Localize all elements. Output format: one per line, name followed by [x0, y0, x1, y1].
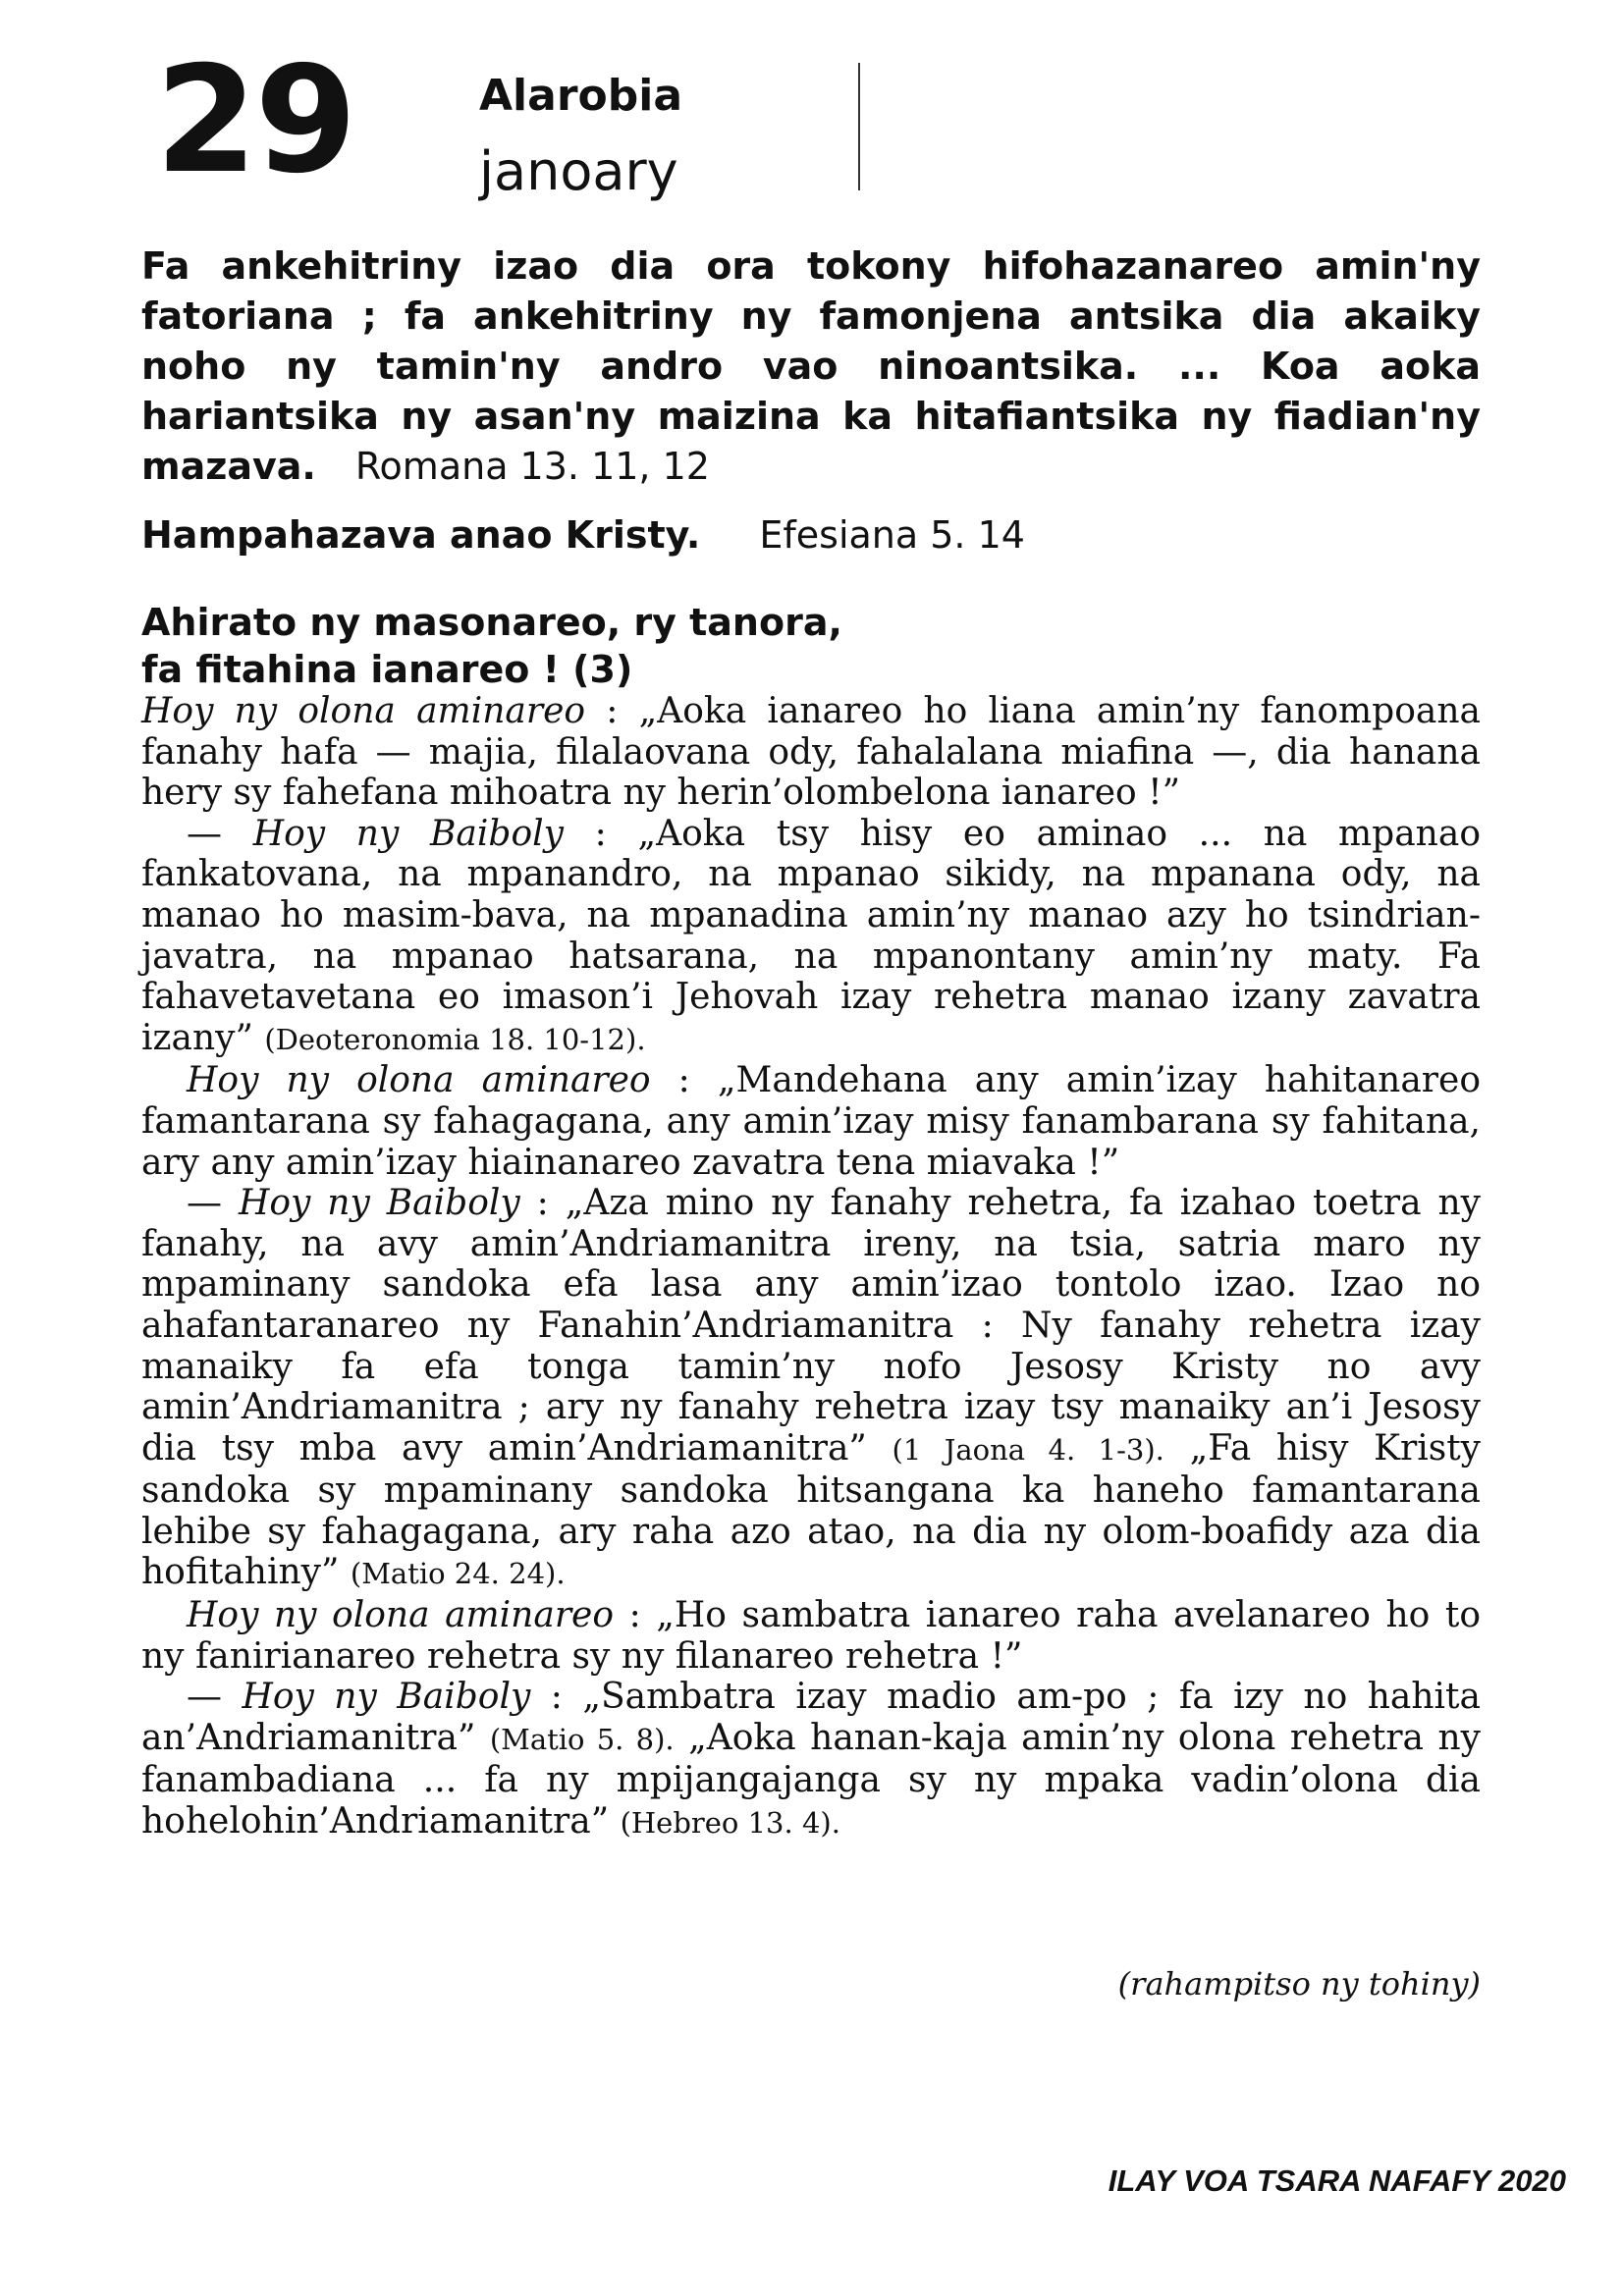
article-body — [141, 691, 1481, 1844]
header-divider — [858, 63, 860, 190]
paragraph-text: : „Aoka tsy hisy eo aminao ... na mpanao fankatovana, na mpanandro, na mpanao sikidy, na mpanana ody, na manao ho masim-bava, na mpanadina amin’ny manao azy ho tsindrian-javatra, na mpanao hatsarana, na mpanontany amin’ny maty. Fa fahavetavetana eo imason’i Jehovah izay rehetra manao izany zavatra izany” — [141, 813, 1481, 1058]
second-verse-text: Hampahazava anao Kristy. — [141, 513, 701, 557]
paragraph-1 — [141, 691, 1481, 814]
speaker: Hoy ny olona aminareo — [141, 691, 586, 731]
daily-verse-text: Fa ankehitriny izao dia ora tokony hifohazanareo amin'ny fatoriana ; fa ankehitriny ny famonjena antsika dia akaiky noho ny tamin'ny andro vao ninoantsika. ... Koa aoka hariantsika ny asan'ny maizina ka hitafiantsika ny fiadian'ny mazava. — [141, 244, 1481, 488]
article-title-line-1: Ahirato ny masonareo, ry tanora, — [141, 601, 842, 644]
speaker: Hoy ny Baiboly — [238, 1183, 520, 1224]
paragraph-4 — [141, 1183, 1481, 1595]
speaker: Hoy ny Baiboly — [252, 813, 564, 854]
weekday-label: Alarobia — [479, 71, 683, 121]
dash: — — [187, 1677, 243, 1718]
citation: (1 Jaona 4. 1-3). — [892, 1432, 1164, 1467]
day-number: 29 — [155, 35, 354, 206]
paragraph-text: : „Ho sambatra ianareo raha avelanareo ho to ny fanirianareo rehetra sy ny filanareo rehetra !” — [141, 1595, 1482, 1677]
second-verse-ref: Efesiana 5. 14 — [759, 513, 1025, 557]
continued-note: (rahampitso ny tohiny) — [1117, 1965, 1481, 2002]
article-title — [141, 599, 1481, 693]
speaker: Hoy ny olona aminareo — [187, 1060, 651, 1101]
citation: (Hebreo 13. 4). — [620, 1806, 840, 1841]
paragraph-2 — [141, 814, 1481, 1061]
dash: — — [187, 1183, 239, 1224]
paragraph-text: „Aoka hanan-kaja amin’ny olona rehetra ny fanambadiana ... fa ny mpijangajanga sy ny mpaka vadin’olona dia hohelohin’Andriamanitra” — [141, 1717, 1481, 1842]
footer-publication: ILAY VOA TSARA NAFAFY 2020 — [1108, 2163, 1566, 2198]
citation: (Matio 24. 24). — [350, 1557, 566, 1591]
paragraph-text: : „Sambatra izay madio am-po ; fa izy no hahita an’Andriamanitra” — [141, 1677, 1481, 1758]
paragraph-text: : „Aza mino ny fanahy rehetra, fa izahao toetra ny fanahy, na avy amin’Andriamanitra ireny, na tsia, satria maro ny mpaminany sandoka efa lasa any amin’izao tontolo izao. Izao no ahafantaranareo ny Fanahin’Andriamanitra : Ny fanahy rehetra izay manaiky fa efa tonga tamin’ny nofo Jesosy Kristy no avy amin’Andriamanitra ; ary ny fanahy rehetra izay tsy manaiky an’i Jesosy dia tsy mba avy amin’Andriamanitra” — [141, 1183, 1481, 1468]
citation: (Matio 5. 8). — [489, 1722, 675, 1756]
paragraph-text: : „Aoka ianareo ho liana amin’ny fanompoana fanahy hafa — majia, filalaovana ody, fahalalana miafina —, dia hanana hery sy fahefana mihoatra ny herin’olombelona ianareo !” — [141, 691, 1481, 814]
daily-verse-ref: Romana 13. 11, 12 — [354, 445, 710, 488]
paragraph-text: „Fa hisy Kristy sandoka sy mpaminany sandoka hitsangana ka haneho famantarana lehibe sy fahagagana, ary raha azo atao, na dia ny olom-boafidy aza dia hofitahiny” — [141, 1427, 1481, 1593]
dash: — — [187, 813, 253, 854]
paragraph-6 — [141, 1677, 1481, 1843]
daily-verse — [141, 241, 1481, 492]
paragraph-3 — [141, 1060, 1481, 1183]
speaker: Hoy ny olona aminareo — [187, 1595, 615, 1636]
article-title-line-2: fa fitahina ianareo ! (3) — [141, 648, 633, 691]
speaker: Hoy ny Baiboly — [242, 1677, 531, 1718]
paragraph-text: : „Mandehana any amin’izay hahitanareo famantarana sy fahagagana, any amin’izay misy fanambarana sy fahitana, ary any amin’izay hiainanareo zavatra tena miavaka !” — [141, 1060, 1481, 1183]
citation: (Deoteronomia 18. 10-12). — [264, 1022, 646, 1056]
second-verse — [141, 510, 1481, 561]
month-label: janoary — [479, 140, 678, 202]
paragraph-5 — [141, 1595, 1481, 1677]
